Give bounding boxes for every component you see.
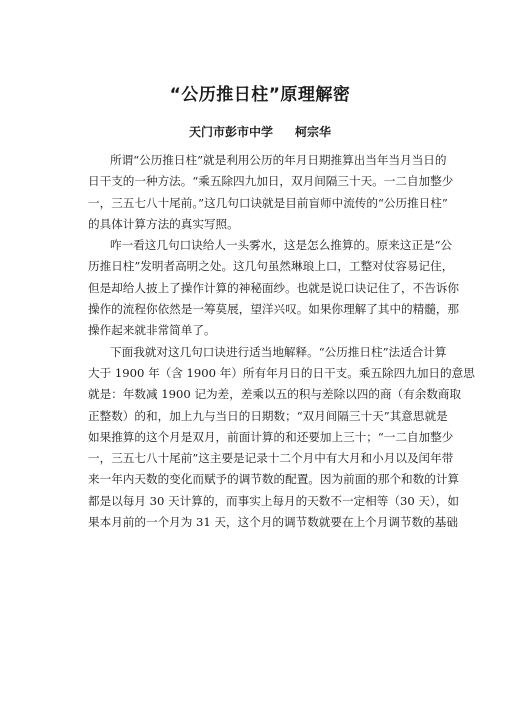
text-line: 操作的流程你依然是一筹莫展，望洋兴叹。如果你理解了其中的精髓，那: [88, 302, 460, 317]
text-line: 就是：年数减 1900 记为差，差乘以五的积与差除以四的商（有余数商取: [88, 387, 462, 402]
text-line: 一，三五七八十尾前。”这几句口诀就是目前盲师中流传的“公历推日柱”: [88, 195, 448, 210]
text-line: 日干支的一种方法。“乘五除四九加日，双月间隔三十天。一二自加整少: [88, 174, 454, 189]
author-school: 天门市彭市中学: [188, 125, 273, 139]
text-line: 下面我就对这几句口诀进行适当地解释。“公历推日柱”法适合计算: [110, 344, 447, 359]
text-line: 但是却给人披上了操作计算的神秘面纱。也就是说口诀记住了，不告诉你: [88, 280, 460, 295]
paragraph: [88, 342, 475, 534]
text-line: 历推日柱”发明者高明之处。这几句虽然琳琅上口，工整对仗容易记住，: [88, 259, 454, 274]
paragraph: [88, 235, 460, 341]
document-title: “公历推日柱”原理解密: [169, 85, 351, 105]
text-line: 来一年内天数的变化而赋予的调节数的配置。因为前面的那个和数的计算: [88, 472, 460, 487]
text-line: 大于 1900 年（含 1900 年）所有年月日的日干支。乘五除四九加日的意思: [88, 365, 475, 380]
document-body: [88, 150, 475, 533]
text-line: 所谓“公历推日柱”就是利用公历的年月日期推算出当年当月当日的: [110, 153, 447, 167]
text-line: 操作起来就非常简单了。: [88, 323, 216, 338]
text-line: 果本月前的一个月为 31 天，这个月的调节数就要在上个月调节数的基础: [88, 515, 458, 530]
author-name: 柯宗华: [295, 125, 332, 139]
text-line: 都是以每月 30 天计算的，而事实上每月的天数不一定相等（30 天），如: [88, 493, 459, 508]
text-line: 正整数）的和，加上九与当日的日期数；“双月间隔三十天”其意思就是: [88, 408, 448, 423]
text-line: 的具体计算方法的真实写照。: [88, 216, 239, 231]
author-byline: [0, 123, 520, 140]
text-line: 咋一看这几句口诀给人一头雾水，这是怎么推算的。原来这正是“公: [110, 238, 453, 253]
paragraph: [88, 150, 454, 235]
text-line: 一，三五七八十尾前”这主要是记录十二个月中有大月和小月以及闰年带: [88, 451, 454, 466]
text-line: 如果推算的这个月是双月，前面计算的和还要加上三十；“一二自加整少: [88, 429, 454, 444]
